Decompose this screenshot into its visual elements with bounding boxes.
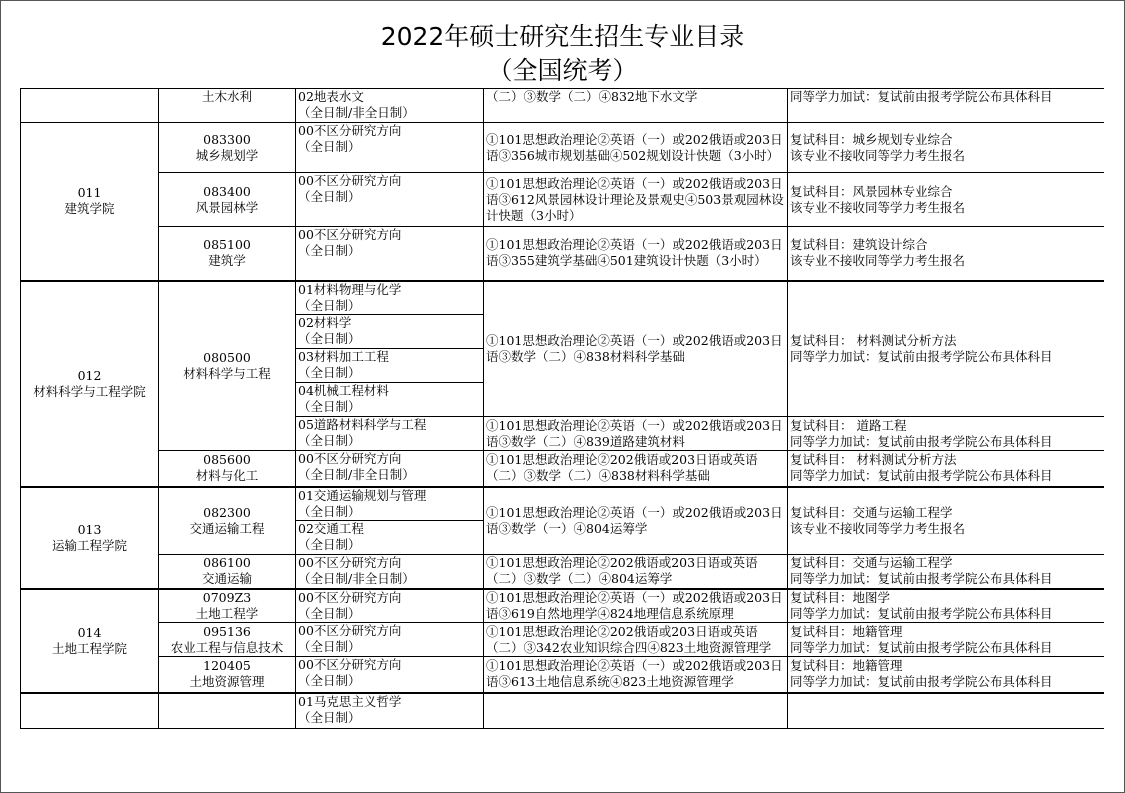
retest-subject: 复试科目：地籍管理 — [790, 623, 903, 639]
college-name: 土地工程学院 — [51, 640, 127, 656]
major-name: 交通运输工程 — [189, 520, 265, 536]
direction-name: 01马克思主义哲学 — [298, 693, 402, 709]
major-name: 土木水利 — [201, 89, 252, 104]
study-mode: （全日制） — [298, 639, 361, 654]
college-cell — [21, 487, 159, 589]
catalog-table — [20, 88, 1104, 729]
exam-subjects-cell: ①101思想政治理论②英语（一）或202俄语或203日语③612风景园林设计理论及景观史④503景观园林设计快题（3小时） — [484, 173, 788, 227]
study-mode: （全日制） — [298, 399, 361, 414]
retest-subject: 复试科目： 材料测试分析方法 — [790, 332, 957, 348]
table-row — [21, 555, 1105, 589]
major-cell — [159, 89, 296, 123]
major-cell — [159, 657, 296, 693]
major-cell — [159, 173, 296, 227]
page-subtitle: （全国统考） — [487, 56, 638, 85]
major-cell — [159, 487, 296, 555]
table-row — [21, 623, 1105, 657]
college-code: 014 — [77, 624, 102, 640]
table-row — [21, 693, 1105, 729]
equivalent-exam-note: 同等学力加试：复试前由报考学院公布具体科目 — [790, 571, 1053, 587]
college-name: 运输工程学院 — [51, 537, 127, 553]
admission-note: 该专业不接收同等学力考生报名 — [790, 520, 966, 536]
study-mode: （全日制） — [298, 139, 361, 154]
study-mode: （全日制） — [298, 297, 361, 313]
college-cell — [21, 123, 159, 281]
major-cell — [159, 693, 296, 729]
retest-subject: 复试科目：城乡规划专业综合 — [790, 131, 953, 147]
retest-note-cell — [788, 417, 1105, 451]
retest-subject: 复试科目： 材料测试分析方法 — [790, 452, 957, 468]
exam-subjects-cell: ①101思想政治理论②202俄语或203日语或英语（二）③数学（二）④804运筹学 — [484, 555, 788, 589]
equivalent-exam-note: 同等学力加试：复试前由报考学院公布具体科目 — [790, 605, 1053, 621]
major-code: 083300 — [203, 131, 251, 147]
major-name: 建筑学 — [208, 253, 246, 269]
direction-name: 00不区分研究方向 — [298, 623, 402, 638]
direction-cell — [296, 693, 484, 729]
major-name: 土地工程学 — [195, 605, 259, 621]
direction-cell — [296, 589, 484, 623]
equivalent-exam-note: 同等学力加试：复试前由报考学院公布具体科目 — [790, 674, 1053, 690]
study-mode: （全日制/非全日制） — [298, 105, 415, 120]
direction-name: 00不区分研究方向 — [298, 657, 402, 672]
direction-cell — [296, 623, 484, 657]
direction-cell — [296, 383, 484, 417]
college-cell — [21, 281, 159, 487]
college-code: 011 — [77, 185, 102, 201]
admission-note: 该专业不接收同等学力考生报名 — [790, 147, 966, 163]
direction-name: 00不区分研究方向 — [298, 555, 402, 570]
major-code: 086100 — [203, 555, 251, 571]
direction-cell — [296, 487, 484, 521]
exam-subjects-cell: ①101思想政治理论②英语（一）或202俄语或203日语③613土地信息系统④823土地资源管理学 — [484, 657, 788, 693]
study-mode: （全日制） — [298, 673, 361, 688]
retest-note-cell: 同等学力加试：复试前由报考学院公布具体科目 — [788, 89, 1105, 123]
retest-note-cell — [788, 123, 1105, 173]
retest-subject: 复试科目：地图学 — [790, 589, 891, 605]
admission-note: 该专业不接收同等学力考生报名 — [790, 253, 966, 269]
major-cell — [159, 281, 296, 451]
direction-name: 00不区分研究方向 — [298, 227, 402, 242]
study-mode: （全日制/非全日制） — [298, 571, 415, 586]
study-mode: （全日制） — [298, 365, 361, 380]
retest-subject: 复试科目： 道路工程 — [790, 417, 907, 433]
direction-cell — [296, 89, 484, 123]
direction-cell — [296, 349, 484, 383]
study-mode: （全日制） — [298, 433, 361, 448]
direction-cell — [296, 555, 484, 589]
retest-note-cell — [788, 623, 1105, 657]
table-row — [21, 657, 1105, 693]
equivalent-exam-note: 同等学力加试：复试前由报考学院公布具体科目 — [790, 433, 1053, 449]
study-mode: （全日制） — [298, 243, 361, 258]
retest-subject: 复试科目：交通与运输工程学 — [790, 504, 953, 520]
direction-cell — [296, 227, 484, 281]
direction-name: 00不区分研究方向 — [298, 589, 402, 605]
retest-note-cell — [788, 693, 1105, 729]
college-cell — [21, 693, 159, 729]
study-mode: （全日制） — [298, 537, 361, 552]
college-cell — [21, 89, 159, 123]
direction-cell — [296, 281, 484, 315]
direction-name: 02材料学 — [298, 315, 352, 330]
college-code: 013 — [77, 521, 102, 537]
major-name: 材料与化工 — [195, 468, 259, 484]
exam-subjects-cell: ①101思想政治理论②202俄语或203日语或英语（二）③数学（二）④838材料科学基础 — [484, 451, 788, 487]
equivalent-exam-note: 同等学力加试：复试前由报考学院公布具体科目 — [790, 639, 1053, 655]
direction-cell — [296, 451, 484, 487]
exam-subjects-cell: ①101思想政治理论②英语（一）或202俄语或203日语③355建筑学基础④501建筑设计快题（3小时） — [484, 227, 788, 281]
retest-note-cell — [788, 281, 1105, 417]
college-code: 012 — [77, 367, 102, 383]
retest-subject: 复试科目：交通与运输工程学 — [790, 555, 953, 571]
direction-name: 01材料物理与化学 — [298, 281, 402, 297]
table-row — [21, 173, 1105, 227]
equivalent-exam-note: 同等学力加试：复试前由报考学院公布具体科目 — [790, 348, 1053, 364]
college-cell — [21, 589, 159, 693]
major-cell — [159, 555, 296, 589]
catalog-sheet — [20, 88, 1104, 738]
direction-cell — [296, 657, 484, 693]
major-cell — [159, 123, 296, 173]
exam-subjects-cell: ①101思想政治理论②英语（一）或202俄语或203日语③数学（二）④838材料科学基础 — [484, 281, 788, 417]
exam-subjects-cell: （二）③数学（二）④832地下水文学 — [484, 89, 788, 123]
major-name: 材料科学与工程 — [183, 365, 271, 381]
study-mode: （全日制） — [298, 503, 361, 519]
table-row — [21, 451, 1105, 487]
direction-name: 05道路材料科学与工程 — [298, 417, 427, 432]
study-mode: （全日制/非全日制） — [298, 467, 415, 482]
exam-subjects-cell: ①101思想政治理论②英语（一）或202俄语或203日语③619自然地理学④824地理信息系统原理 — [484, 589, 788, 623]
retest-note-cell — [788, 589, 1105, 623]
exam-subjects-cell: ①101思想政治理论②202俄语或203日语或英语（二）③342农业知识综合四④823土地资源管理学 — [484, 623, 788, 657]
table-row — [21, 487, 1105, 521]
exam-subjects-cell — [484, 693, 788, 729]
major-code: 120405 — [203, 658, 251, 674]
major-name: 风景园林学 — [195, 199, 259, 215]
retest-subject: 复试科目：地籍管理 — [790, 658, 903, 674]
table-row — [21, 123, 1105, 173]
major-code: 082300 — [203, 504, 251, 520]
direction-name: 00不区分研究方向 — [298, 451, 402, 466]
direction-name: 04机械工程材料 — [298, 383, 389, 398]
major-code: 085100 — [203, 237, 251, 253]
retest-note-cell — [788, 227, 1105, 281]
retest-subject: 复试科目：风景园林专业综合 — [790, 183, 953, 199]
major-code: 095136 — [203, 623, 251, 639]
retest-note-cell — [788, 487, 1105, 555]
college-name: 建筑学院 — [64, 201, 115, 217]
major-cell — [159, 623, 296, 657]
direction-name: 02交通工程 — [298, 521, 364, 536]
direction-name: 03材料加工工程 — [298, 349, 389, 364]
direction-name: 02地表水文 — [298, 89, 364, 104]
page-title: 2022年硕士研究生招生专业目录 — [380, 22, 745, 51]
exam-subjects-cell: ①101思想政治理论②英语（一）或202俄语或203日语③数学（一）④804运筹学 — [484, 487, 788, 555]
major-code: 0709Z3 — [202, 589, 252, 605]
retest-note-cell — [788, 657, 1105, 693]
direction-cell — [296, 315, 484, 349]
major-name: 土地资源管理 — [189, 674, 265, 690]
direction-name: 00不区分研究方向 — [298, 123, 402, 138]
direction-cell — [296, 123, 484, 173]
major-code: 080500 — [203, 349, 251, 365]
retest-note-cell — [788, 173, 1105, 227]
direction-cell — [296, 173, 484, 227]
study-mode: （全日制） — [298, 189, 361, 204]
table-row — [21, 89, 1105, 123]
major-name: 城乡规划学 — [195, 147, 259, 163]
major-cell — [159, 227, 296, 281]
study-mode: （全日制） — [298, 605, 361, 621]
major-name: 交通运输 — [201, 571, 252, 587]
retest-note-cell — [788, 451, 1105, 487]
major-code: 085600 — [203, 452, 251, 468]
table-row — [21, 281, 1105, 315]
college-name: 材料科学与工程学院 — [33, 383, 146, 399]
equivalent-exam-note: 同等学力加试：复试前由报考学院公布具体科目 — [790, 468, 1053, 484]
major-cell — [159, 589, 296, 623]
major-name: 农业工程与信息技术 — [170, 639, 284, 655]
direction-name: 00不区分研究方向 — [298, 173, 402, 188]
exam-subjects-cell: ①101思想政治理论②英语（一）或202俄语或203日语③数学（二）④839道路建筑材料 — [484, 417, 788, 451]
exam-subjects-cell: ①101思想政治理论②英语（一）或202俄语或203日语③356城市规划基础④502规划设计快题（3小时） — [484, 123, 788, 173]
admission-note: 该专业不接收同等学力考生报名 — [790, 199, 966, 215]
study-mode: （全日制） — [298, 331, 361, 346]
table-row — [21, 589, 1105, 623]
direction-cell — [296, 521, 484, 555]
retest-note-cell — [788, 555, 1105, 589]
study-mode: （全日制） — [298, 709, 361, 725]
table-row — [21, 227, 1105, 281]
major-cell — [159, 451, 296, 487]
retest-subject: 复试科目：建筑设计综合 — [790, 237, 928, 253]
major-code: 083400 — [203, 183, 251, 199]
direction-cell — [296, 417, 484, 451]
direction-name: 01交通运输规划与管理 — [298, 487, 427, 503]
